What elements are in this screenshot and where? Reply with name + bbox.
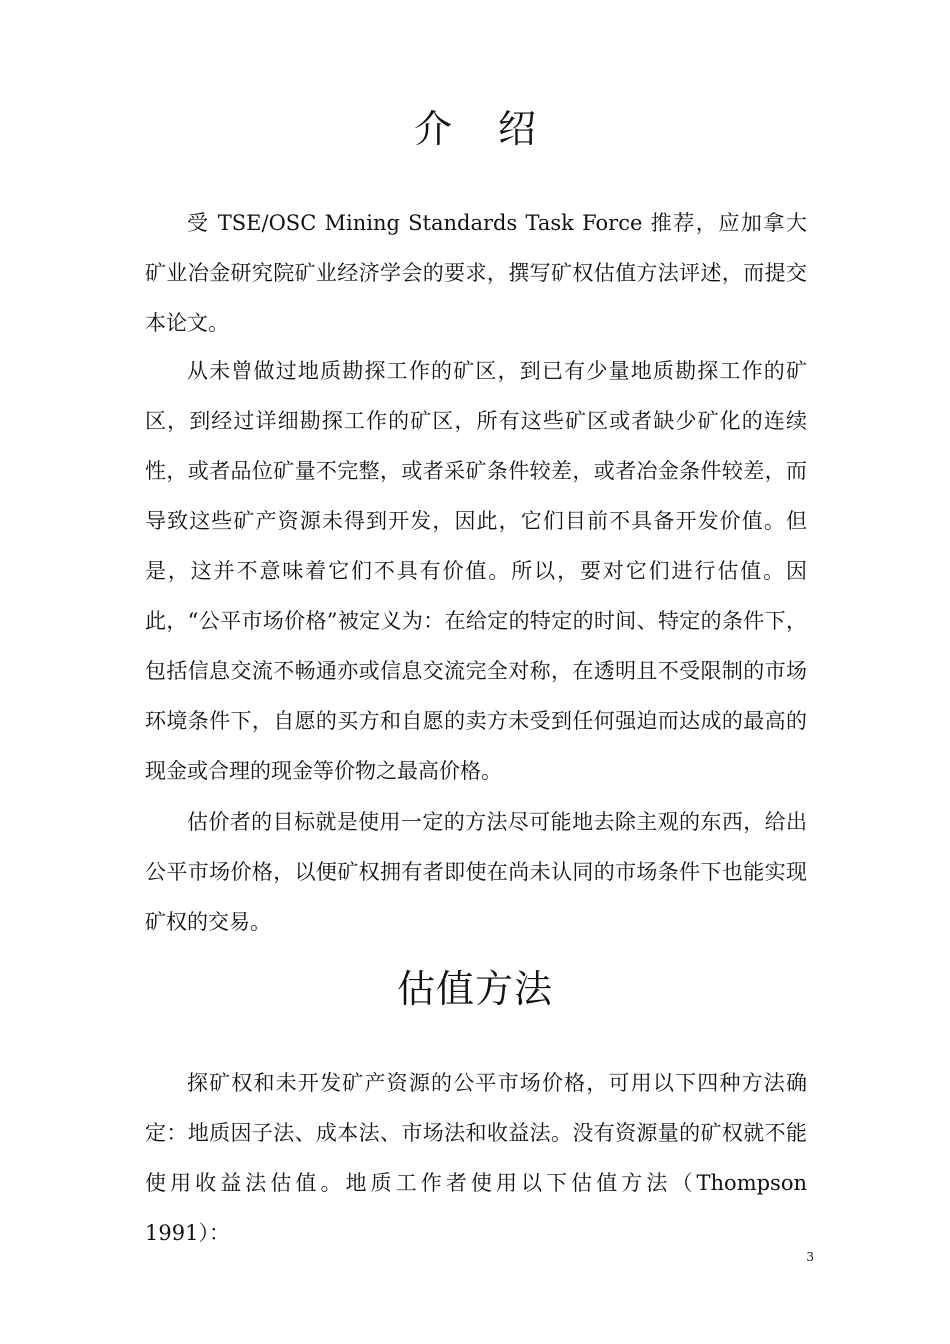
paragraph: 从未曾做过地质勘探工作的矿区，到已有少量地质勘探工作的矿区，到经过详细勘探工作的矿区，所有这些矿区或者缺少矿化的连续性，或者品位矿量不完整，或者采矿条件较差，或者冶金条件较差，而导致这些矿产资源未得到开发，因此，它们目前不具备开发价值。但是，这并不意味着它们不具有价值。所以，要对它们进行估值。因此，“公平市场价格”被定义为：在给定的特定的时间、特定的条件下，包括信息交流不畅通亦或信息交流完全对称，在透明且不受限制的市场环境条件下，自愿的买方和自愿的卖方未受到任何强迫而达成的最高的现金或合理的现金等价物之最高价格。 xyxy=(145,359,807,783)
page-number: 3 xyxy=(806,1250,814,1264)
paragraph: 估价者的目标就是使用一定的方法尽可能地去除主观的东西，给出公平市场价格，以便矿权拥有者即使在尚未认同的市场条件下也能实现矿权的交易。 xyxy=(145,810,807,934)
section-heading-introduction: 介绍 xyxy=(413,107,582,151)
paragraph: 探矿权和未开发矿产资源的公平市场价格，可用以下四种方法确定：地质因子法、成本法、市场法和收益法。没有资源量的矿权就不能使用收益法估值。地质工作者使用以下估值方法（Thompson 1991）： xyxy=(145,1071,807,1245)
paragraph: 受 TSE/OSC Mining Standards Task Force 推荐，应加拿大矿业冶金研究院矿业经济学会的要求，撰写矿权估值方法评述，而提交本论文。 xyxy=(145,211,807,335)
section-heading-valuation-methods: 估值方法 xyxy=(396,967,553,1011)
